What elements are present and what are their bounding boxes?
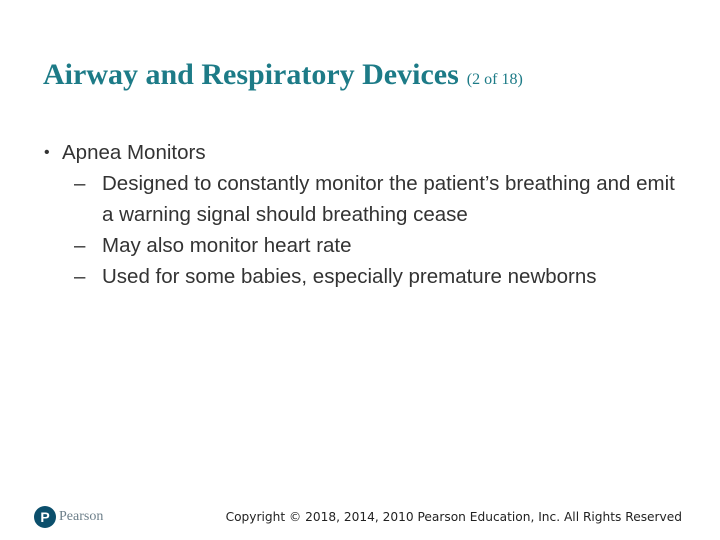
subbullet-item xyxy=(44,230,682,261)
dash-marker: – xyxy=(74,172,86,195)
subbullet-item xyxy=(44,168,682,230)
slide-title xyxy=(43,58,523,92)
subbullet-text: Used for some babies, especially premature newborns xyxy=(102,265,597,288)
subbullet-text: May also monitor heart rate xyxy=(102,234,352,257)
title-text: Airway and Respiratory Devices xyxy=(43,58,459,91)
bullet-marker: • xyxy=(44,144,50,161)
bullet-list xyxy=(44,137,694,292)
dash-marker: – xyxy=(74,265,86,288)
bullet-item xyxy=(44,137,694,168)
title-page-count: (2 of 18) xyxy=(466,71,523,88)
copyright-notice: Copyright © 2018, 2014, 2010 Pearson Education, Inc. All Rights Reserved xyxy=(225,510,682,524)
bullet-text: Apnea Monitors xyxy=(62,141,206,164)
subbullet-text: Designed to constantly monitor the patient’s breathing and emit a warning signal should breathing cease xyxy=(102,172,675,226)
subbullet-item xyxy=(44,261,682,292)
dash-marker: – xyxy=(74,234,86,257)
logo-letter: P xyxy=(40,509,50,525)
pearson-logo xyxy=(34,505,103,529)
logo-wordmark: Pearson xyxy=(59,509,104,524)
pearson-logo-icon xyxy=(34,506,56,528)
